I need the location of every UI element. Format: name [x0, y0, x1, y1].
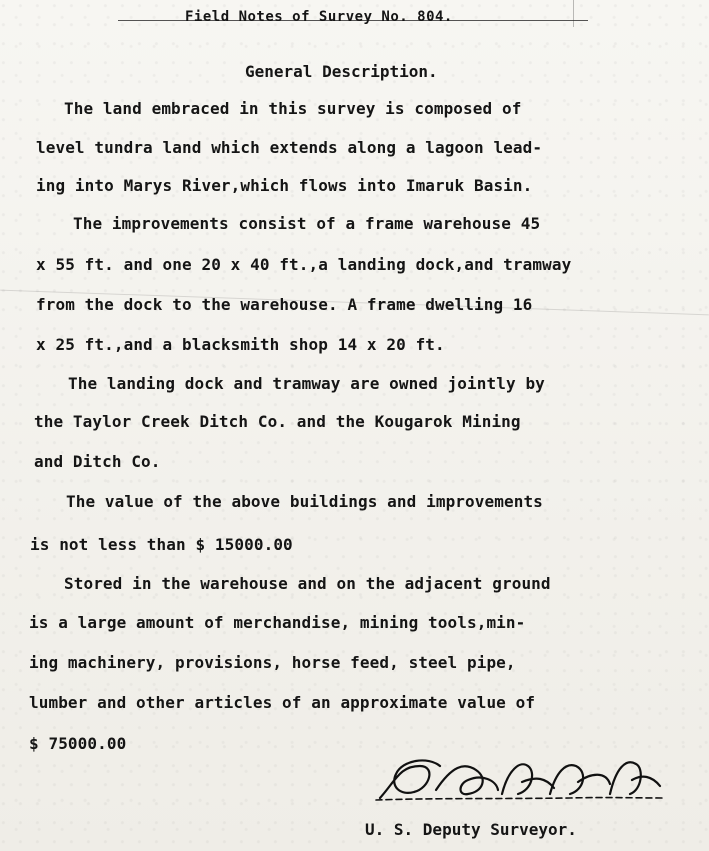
signature [372, 742, 667, 812]
body-line-2: level tundra land which extends along a lagoon lead- [36, 138, 543, 157]
document-subtitle: General Description. [245, 62, 438, 81]
document-title: Field Notes of Survey No. 804. [185, 9, 453, 25]
body-line-9: the Taylor Creek Ditch Co. and the Kougarok Mining [34, 412, 521, 431]
body-line-1: The land embraced in this survey is composed of [64, 99, 522, 118]
body-line-15: ing machinery, provisions, horse feed, steel pipe, [29, 653, 516, 672]
body-line-16: lumber and other articles of an approximate value of [29, 693, 536, 712]
surveyor-role: U. S. Deputy Surveyor. [365, 820, 577, 839]
body-line-10: and Ditch Co. [34, 452, 161, 471]
body-line-17: $ 75000.00 [29, 734, 127, 753]
body-line-6: from the dock to the warehouse. A frame dwelling 16 [36, 295, 533, 314]
body-line-4: The improvements consist of a frame warehouse 45 [73, 214, 541, 233]
body-line-5: x 55 ft. and one 20 x 40 ft.,a landing dock,and tramway [36, 255, 572, 274]
body-line-13: Stored in the warehouse and on the adjacent ground [64, 574, 551, 593]
top-fold-mark [573, 0, 574, 27]
body-line-11: The value of the above buildings and improvements [66, 492, 543, 511]
handwritten-signature-icon [372, 742, 667, 812]
body-line-14: is a large amount of merchandise, mining tools,min- [29, 613, 526, 632]
body-line-12: is not less than $ 15000.00 [30, 535, 293, 554]
body-line-7: x 25 ft.,and a blacksmith shop 14 x 20 ft. [36, 335, 445, 354]
body-line-8: The landing dock and tramway are owned jointly by [68, 374, 545, 393]
body-line-3: ing into Marys River,which flows into Imaruk Basin. [36, 176, 533, 195]
